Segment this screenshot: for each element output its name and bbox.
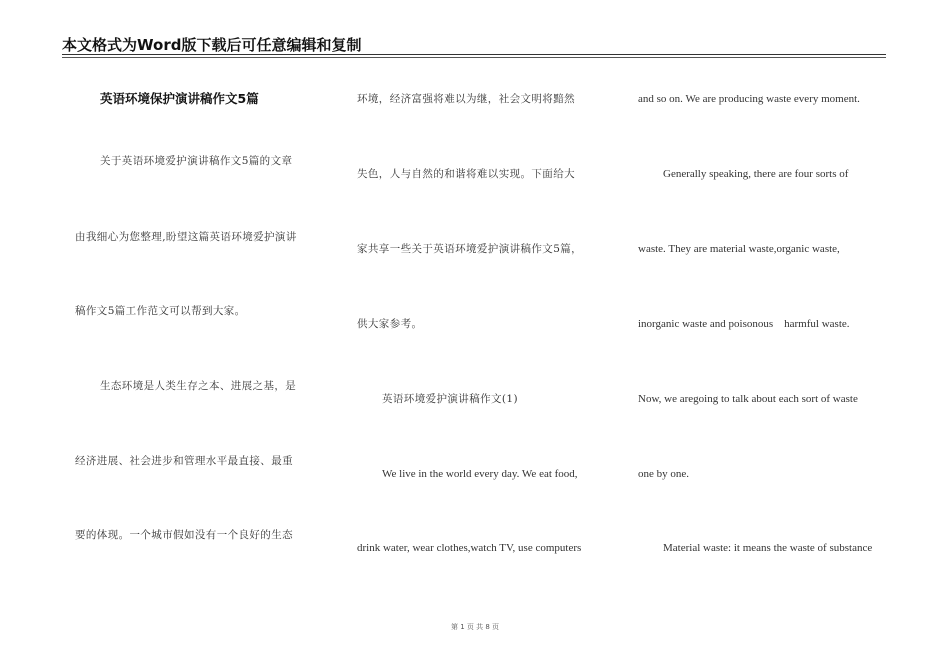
section-heading: 英语环境爱护演讲稿作文(1): [382, 393, 518, 405]
text-line: 稿作文5篇工作范文可以帮到大家。: [75, 305, 246, 317]
text-line: inorganic waste and poisonous harmful waste.: [638, 318, 850, 330]
text-line: We live in the world every day. We eat food,: [382, 468, 578, 480]
text-column-1: [75, 0, 325, 672]
article-title: 英语环境保护演讲稿作文5篇: [100, 91, 259, 106]
text-line: Generally speaking, there are four sorts of: [663, 168, 849, 180]
text-line: 经济进展、社会进步和管理水平最直接、最重: [75, 455, 293, 467]
text-line: drink water, wear clothes,watch TV, use computers: [357, 542, 582, 554]
text-line: 由我细心为您整理,盼望这篇英语环境爱护演讲: [75, 231, 297, 243]
text-line: 生态环境是人类生存之本、进展之基，是: [100, 380, 297, 392]
text-line: Now, we aregoing to talk about each sort of waste: [638, 393, 858, 405]
text-column-2: [357, 0, 612, 672]
text-line: and so on. We are producing waste every moment.: [638, 93, 860, 105]
text-line: 供大家参考。: [357, 318, 423, 330]
text-line: 环境，经济富强将难以为继，社会文明将黯然: [357, 93, 575, 105]
text-line: 失色，人与自然的和谐将难以实现。下面给大: [357, 168, 575, 180]
text-column-3: [638, 0, 888, 672]
text-line: waste. They are material waste,organic waste,: [638, 243, 840, 255]
text-line: 家共享一些关于英语环境爱护演讲稿作文5篇，: [357, 243, 583, 255]
text-line: one by one.: [638, 468, 690, 480]
text-line: Material waste: it means the waste of substance: [663, 542, 873, 554]
text-line: 关于英语环境爱护演讲稿作文5篇的文章: [100, 155, 293, 167]
text-line: 要的体现。一个城市假如没有一个良好的生态: [75, 529, 293, 541]
page-indicator: 第 1 页 共 8 页: [450, 623, 500, 631]
document-header-title: 本文格式为Word版下载后可任意编辑和复制: [62, 36, 362, 54]
